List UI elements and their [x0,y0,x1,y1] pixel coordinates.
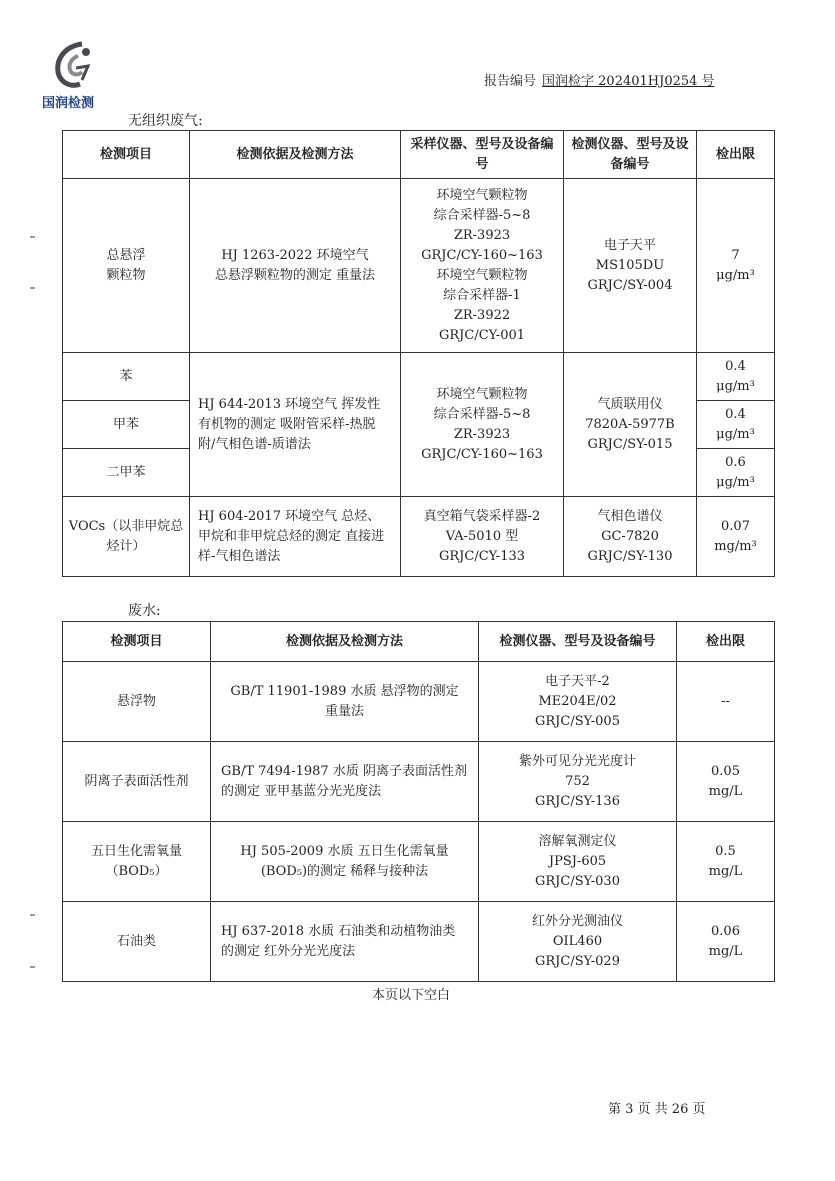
logo-text: 国润检测 [42,96,95,111]
margin-mark [30,966,35,968]
item-cell: VOCs（以非甲烷总烃计） [63,497,190,577]
method-cell: HJ 604-2017 环境空气 总烃、甲烷和非甲烷总烃的测定 直接进样-气相色谱法 [190,497,401,577]
instrument-cell: 气相色谱仪 GC-7820 GRJC/SY-130 [564,497,697,577]
item-cell: 悬浮物 [63,662,211,742]
header-cell: 检出限 [697,131,775,179]
header-cell: 检测项目 [63,131,190,179]
sampler-cell: 环境空气颗粒物 综合采样器-5~8 ZR-3923 GRJC/CY-160~163 [401,353,564,497]
header-cell: 检测仪器、型号及设备编号 [564,131,697,179]
sampler-cell: 真空箱气袋采样器-2 VA-5010 型 GRJC/CY-133 [401,497,564,577]
report-number-label: 报告编号 [484,74,537,89]
method-cell: HJ 637-2018 水质 石油类和动植物油类的测定 红外分光光度法 [211,902,479,982]
header-cell: 检测项目 [63,622,211,662]
method-cell: HJ 644-2013 环境空气 挥发性有机物的测定 吸附管采样-热脱附/气相色谱-质谱法 [190,353,401,497]
gas-table [62,130,775,577]
item-cell: 五日生化需氧量 （BOD₅） [63,822,211,902]
item-cell: 苯 [63,353,190,401]
limit-cell: 7 μg/m³ [697,179,775,353]
method-cell: HJ 1263-2022 环境空气 总悬浮颗粒物的测定 重量法 [190,179,401,353]
company-logo [42,40,106,110]
report-number-value: 国润检字 202401HJ0254 号 [542,74,715,89]
blank-note: 本页以下空白 [372,988,451,1003]
table-row [63,497,775,577]
limit-cell: 0.05 mg/L [677,742,775,822]
limit-cell: 0.07 mg/m³ [697,497,775,577]
table-row [63,742,775,822]
item-cell: 石油类 [63,902,211,982]
table-header-row [63,622,775,662]
header-cell: 检出限 [677,622,775,662]
logo-icon [52,40,94,90]
limit-cell: 0.4 μg/m³ [697,401,775,449]
instrument-cell: 紫外可见分光光度计 752 GRJC/SY-136 [479,742,677,822]
header-cell: 检测仪器、型号及设备编号 [479,622,677,662]
instrument-cell: 红外分光测油仪 OIL460 GRJC/SY-029 [479,902,677,982]
header-cell: 检测依据及检测方法 [190,131,401,179]
limit-cell: 0.6 μg/m³ [697,449,775,497]
limit-cell: 0.4 μg/m³ [697,353,775,401]
page-number: 第 3 页 共 26 页 [608,1102,706,1117]
report-number [484,70,715,89]
header-cell: 采样仪器、型号及设备编号 [401,131,564,179]
item-cell: 阴离子表面活性剂 [63,742,211,822]
instrument-cell: 电子天平-2 ME204E/02 GRJC/SY-005 [479,662,677,742]
method-cell: GB/T 7494-1987 水质 阴离子表面活性剂的测定 亚甲基蓝分光光度法 [211,742,479,822]
instrument-cell: 电子天平 MS105DU GRJC/SY-004 [564,179,697,353]
instrument-cell: 气质联用仪 7820A-5977B GRJC/SY-015 [564,353,697,497]
instrument-cell: 溶解氧测定仪 JPSJ-605 GRJC/SY-030 [479,822,677,902]
table-row [63,662,775,742]
margin-mark [30,236,35,238]
method-cell: HJ 505-2009 水质 五日生化需氧量 (BOD₅)的测定 稀释与接种法 [211,822,479,902]
margin-mark [30,914,35,916]
gas-section-title: 无组织废气: [128,113,203,129]
sampler-cell: 环境空气颗粒物 综合采样器-5~8 ZR-3923 GRJC/CY-160~163 环境空气颗粒物 综合采样器-1 ZR-3922 GRJC/CY-001 [401,179,564,353]
limit-cell: -- [677,662,775,742]
table-header-row [63,131,775,179]
item-cell: 总悬浮 颗粒物 [63,179,190,353]
water-table [62,621,775,982]
table-row [63,902,775,982]
method-cell: GB/T 11901-1989 水质 悬浮物的测定 重量法 [211,662,479,742]
table-row [63,822,775,902]
limit-cell: 0.5 mg/L [677,822,775,902]
item-cell: 甲苯 [63,401,190,449]
table-row [63,179,775,353]
water-section-title: 废水: [128,603,161,619]
margin-mark [30,287,35,289]
limit-cell: 0.06 mg/L [677,902,775,982]
table-row [63,353,775,401]
header-cell: 检测依据及检测方法 [211,622,479,662]
item-cell: 二甲苯 [63,449,190,497]
